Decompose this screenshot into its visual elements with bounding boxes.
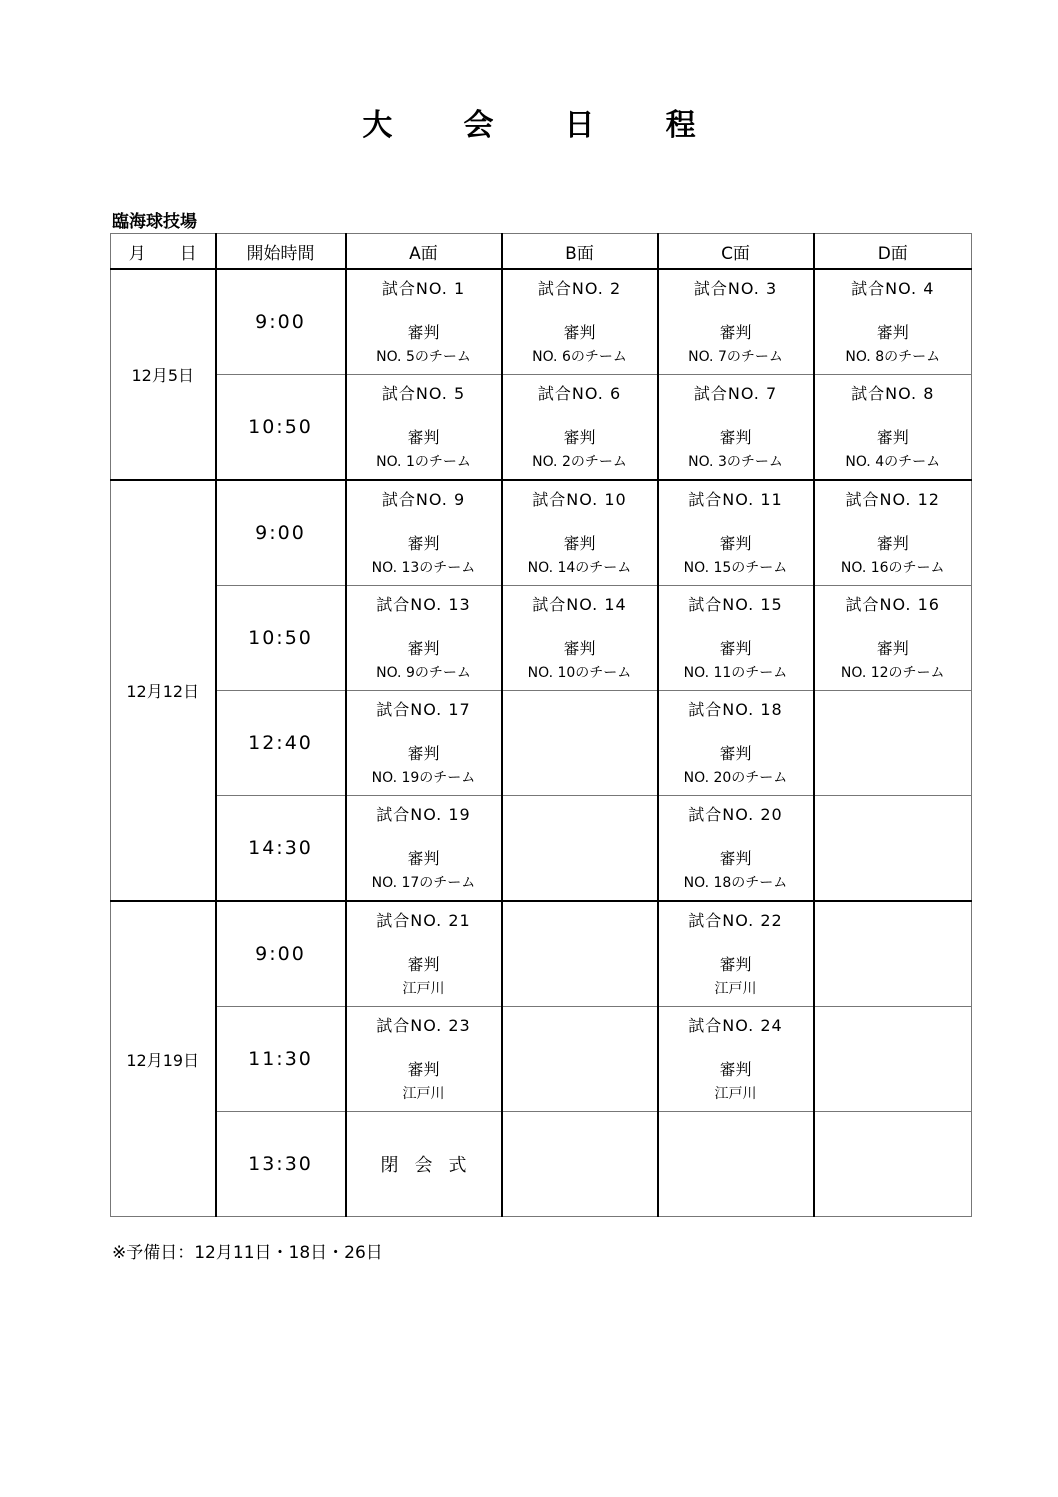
start-time: 14:30 <box>248 837 313 859</box>
referee-label: 審判 <box>407 639 440 658</box>
schedule-row <box>111 1007 972 1112</box>
referee-team: NO. 18のチーム <box>683 875 788 891</box>
court-d-cell <box>814 691 972 796</box>
court-d-cell <box>814 901 972 1007</box>
court-c-cell <box>658 269 814 375</box>
start-time: 9:00 <box>255 943 306 965</box>
referee-label: 審判 <box>719 428 752 447</box>
match-number: 試合NO. 20 <box>688 805 783 824</box>
match-number: 試合NO. 7 <box>693 384 778 403</box>
referee-team: NO. 12のチーム <box>840 665 945 681</box>
match-number: 試合NO. 19 <box>376 805 471 824</box>
match-number: 試合NO. 14 <box>532 595 627 614</box>
referee-label: 審判 <box>407 955 440 974</box>
match-entry <box>347 796 501 900</box>
court-b-cell <box>502 375 658 481</box>
referee-label: 審判 <box>407 849 440 868</box>
court-a-cell <box>346 375 502 481</box>
court-c-cell <box>658 375 814 481</box>
court-b-cell <box>502 901 658 1007</box>
match-number: 試合NO. 22 <box>688 911 783 930</box>
match-entry <box>659 375 813 479</box>
header-row <box>111 234 972 270</box>
court-c-cell <box>658 691 814 796</box>
court-d-cell <box>814 269 972 375</box>
start-time-cell <box>216 1112 346 1217</box>
match-number: 試合NO. 3 <box>693 279 778 298</box>
match-number: 試合NO. 15 <box>688 595 783 614</box>
referee-label: 審判 <box>563 639 596 658</box>
title-char: 大 <box>362 108 393 143</box>
match-number: 試合NO. 8 <box>851 384 935 403</box>
schedule-row <box>111 691 972 796</box>
referee-label: 審判 <box>719 534 752 553</box>
match-entry <box>659 481 813 585</box>
court-a-cell <box>346 1007 502 1112</box>
court-d-cell <box>814 1007 972 1112</box>
header-start-time: 開始時間 <box>216 234 346 270</box>
referee-team: NO. 16のチーム <box>840 560 945 576</box>
referee-label: 審判 <box>407 744 440 763</box>
match-entry <box>347 691 501 795</box>
start-time: 9:00 <box>255 311 306 333</box>
court-b-cell <box>502 796 658 902</box>
start-time: 10:50 <box>248 416 313 438</box>
match-number: 試合NO. 4 <box>851 279 935 298</box>
match-entry <box>347 902 501 1006</box>
schedule-row <box>111 1112 972 1217</box>
match-number: 試合NO. 1 <box>381 279 466 298</box>
referee-label: 審判 <box>719 744 752 763</box>
match-entry <box>659 691 813 795</box>
court-a-cell <box>346 269 502 375</box>
match-entry <box>815 481 972 585</box>
referee-label: 審判 <box>719 849 752 868</box>
court-d-cell <box>814 586 972 691</box>
match-entry <box>659 902 813 1006</box>
court-c-cell <box>658 1112 814 1217</box>
referee-team: NO. 13のチーム <box>371 560 476 576</box>
match-entry <box>347 1007 501 1111</box>
match-entry <box>347 586 501 690</box>
closing-ceremony: 閉会式 <box>380 1155 483 1176</box>
start-time-cell <box>216 901 346 1007</box>
match-entry <box>815 375 972 479</box>
title-char: 程 <box>665 108 696 143</box>
start-time-cell <box>216 269 346 375</box>
referee-label: 審判 <box>407 428 440 447</box>
referee-team: NO. 3のチーム <box>688 454 783 470</box>
referee-team: NO. 7のチーム <box>688 349 783 365</box>
referee-team: 江戸川 <box>402 981 445 997</box>
match-entry <box>503 481 657 585</box>
page-title <box>0 100 1058 144</box>
referee-team: NO. 19のチーム <box>371 770 476 786</box>
referee-team: NO. 2のチーム <box>532 454 627 470</box>
referee-label: 審判 <box>876 534 909 553</box>
court-d-cell <box>814 796 972 902</box>
referee-team: 江戸川 <box>402 1086 445 1102</box>
header-date: 月 日 <box>111 234 216 270</box>
referee-label: 審判 <box>407 1060 440 1079</box>
referee-label: 審判 <box>876 428 909 447</box>
court-a-cell <box>346 901 502 1007</box>
court-a-cell <box>346 480 502 586</box>
start-time: 13:30 <box>248 1153 313 1175</box>
court-a-cell <box>346 796 502 902</box>
court-b-cell <box>502 1112 658 1217</box>
title-char: 日 <box>564 108 595 143</box>
start-time-cell <box>216 796 346 902</box>
schedule-row <box>111 480 972 586</box>
venue-label: 臨海球技場 <box>112 212 197 232</box>
match-entry <box>503 270 657 374</box>
start-time-cell <box>216 375 346 481</box>
match-entry <box>503 375 657 479</box>
referee-label: 審判 <box>407 323 440 342</box>
match-entry <box>815 270 972 374</box>
start-time-cell <box>216 691 346 796</box>
schedule-row <box>111 375 972 481</box>
match-entry <box>659 586 813 690</box>
match-number: 試合NO. 11 <box>688 490 783 509</box>
referee-label: 審判 <box>876 323 909 342</box>
referee-team: NO. 1のチーム <box>376 454 471 470</box>
referee-team: NO. 6のチーム <box>532 349 627 365</box>
match-number: 試合NO. 18 <box>688 700 783 719</box>
match-number: 試合NO. 24 <box>688 1016 783 1035</box>
referee-label: 審判 <box>407 534 440 553</box>
match-entry <box>659 270 813 374</box>
match-entry <box>659 1007 813 1111</box>
court-b-cell <box>502 269 658 375</box>
match-entry <box>347 481 501 585</box>
court-b-cell <box>502 586 658 691</box>
referee-label: 審判 <box>563 534 596 553</box>
match-entry <box>815 586 972 690</box>
referee-team: NO. 14のチーム <box>527 560 632 576</box>
court-c-cell <box>658 480 814 586</box>
header-court-c: C面 <box>658 234 814 270</box>
header-court-b: B面 <box>502 234 658 270</box>
title-char: 会 <box>463 108 494 143</box>
court-a-cell <box>346 1112 502 1217</box>
referee-team: NO. 8のチーム <box>845 349 941 365</box>
referee-team: 江戸川 <box>714 1086 757 1102</box>
court-b-cell <box>502 1007 658 1112</box>
match-entry <box>659 796 813 900</box>
referee-label: 審判 <box>563 323 596 342</box>
match-number: 試合NO. 16 <box>845 595 940 614</box>
referee-label: 審判 <box>876 639 909 658</box>
referee-team: NO. 17のチーム <box>371 875 476 891</box>
referee-team: NO. 5のチーム <box>376 349 471 365</box>
schedule-row <box>111 796 972 902</box>
date-cell: 12月12日 <box>111 480 216 901</box>
start-time-cell <box>216 1007 346 1112</box>
referee-label: 審判 <box>719 1060 752 1079</box>
match-entry <box>347 375 501 479</box>
start-time-cell <box>216 480 346 586</box>
start-time: 12:40 <box>248 732 313 754</box>
court-c-cell <box>658 586 814 691</box>
court-c-cell <box>658 901 814 1007</box>
match-number: 試合NO. 5 <box>381 384 466 403</box>
referee-team: NO. 20のチーム <box>683 770 788 786</box>
match-entry <box>347 270 501 374</box>
date-cell: 12月5日 <box>111 269 216 480</box>
start-time: 9:00 <box>255 522 306 544</box>
court-a-cell <box>346 586 502 691</box>
start-time: 10:50 <box>248 627 313 649</box>
referee-label: 審判 <box>563 428 596 447</box>
schedule-table <box>110 233 972 1217</box>
court-d-cell <box>814 480 972 586</box>
court-d-cell <box>814 1112 972 1217</box>
match-number: 試合NO. 2 <box>537 279 622 298</box>
date-cell: 12月19日 <box>111 901 216 1217</box>
start-time: 11:30 <box>248 1048 313 1070</box>
match-number: 試合NO. 6 <box>537 384 622 403</box>
court-b-cell <box>502 691 658 796</box>
referee-label: 審判 <box>719 323 752 342</box>
match-number: 試合NO. 17 <box>376 700 471 719</box>
referee-team: NO. 11のチーム <box>683 665 788 681</box>
match-number: 試合NO. 10 <box>532 490 627 509</box>
schedule-body <box>111 269 972 1217</box>
referee-team: NO. 10のチーム <box>527 665 632 681</box>
match-number: 試合NO. 23 <box>376 1016 471 1035</box>
schedule-row <box>111 269 972 375</box>
referee-team: NO. 9のチーム <box>376 665 471 681</box>
referee-label: 審判 <box>719 955 752 974</box>
schedule-row <box>111 901 972 1007</box>
match-number: 試合NO. 13 <box>376 595 471 614</box>
reserve-days-note: ※予備日：12月11日・18日・26日 <box>112 1243 383 1263</box>
match-number: 試合NO. 21 <box>376 911 471 930</box>
court-b-cell <box>502 480 658 586</box>
referee-team: 江戸川 <box>714 981 757 997</box>
schedule-row <box>111 586 972 691</box>
court-a-cell <box>346 691 502 796</box>
referee-team: NO. 4のチーム <box>845 454 941 470</box>
court-d-cell <box>814 375 972 481</box>
match-entry <box>503 586 657 690</box>
referee-team: NO. 15のチーム <box>683 560 788 576</box>
referee-label: 審判 <box>719 639 752 658</box>
header-court-d: D面 <box>814 234 972 270</box>
court-c-cell <box>658 1007 814 1112</box>
start-time-cell <box>216 586 346 691</box>
match-number: 試合NO. 9 <box>381 490 466 509</box>
header-court-a: A面 <box>346 234 502 270</box>
match-number: 試合NO. 12 <box>845 490 940 509</box>
court-c-cell <box>658 796 814 902</box>
